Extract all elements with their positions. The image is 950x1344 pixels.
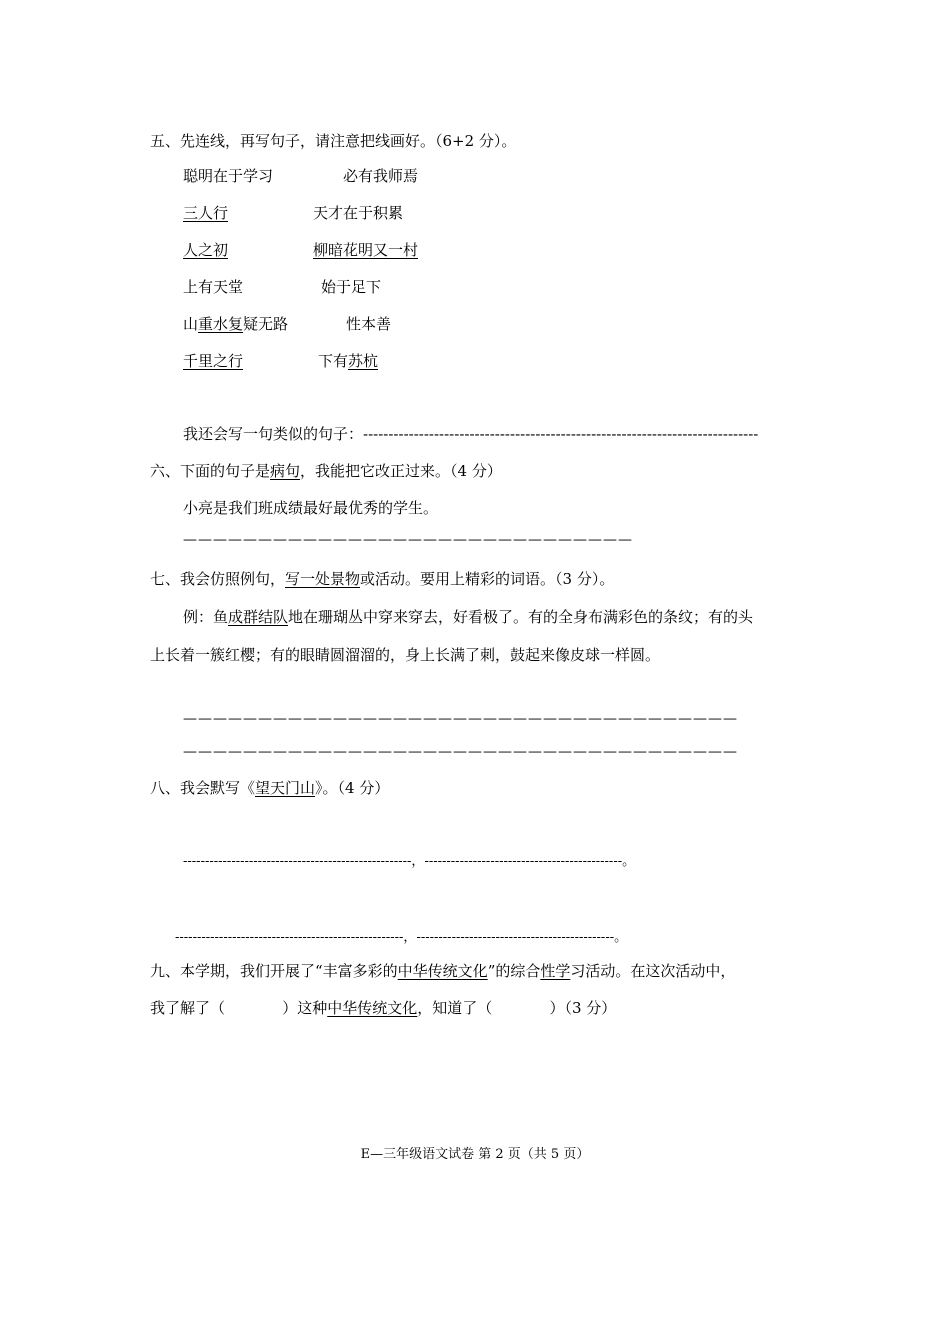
q7-title-post: 或活动。要用上精彩的词语。（3 分）。 xyxy=(360,570,615,588)
q9-line2-underlined: 中华传统文化 xyxy=(327,999,418,1017)
q6-sentence: 小亮是我们班成绩最好最优秀的学生。 xyxy=(183,499,439,517)
q8-line1-end: 。 xyxy=(622,854,636,869)
q7-example-underlined: 成群结队 xyxy=(228,608,289,626)
q5-right-6-underlined: 苏杭 xyxy=(348,352,379,370)
q8-line2-sep: ， xyxy=(403,930,417,945)
q5-left-5-underlined: 重水复 xyxy=(198,315,244,333)
q8-line2-b: --------------------------------------------- xyxy=(416,930,615,945)
q8-line1-a: ---------------------------------------------------- xyxy=(183,854,412,869)
q8-title-underlined: 望天门山 xyxy=(255,779,316,797)
q8-title-post: 》。（4 分） xyxy=(315,779,390,797)
q5-left-4: 上有天堂 xyxy=(183,278,244,296)
q5-right-6 xyxy=(318,351,378,371)
q8-title-pre: 八、我会默写《 xyxy=(150,779,256,797)
q5-right-6-pre: 下有 xyxy=(318,352,349,370)
q9-line1-underlined-2: 性学 xyxy=(540,962,571,980)
q6-answer-line: —————————————————————————————— xyxy=(183,532,633,548)
q5-write-label: 我还会写一句类似的句子： xyxy=(183,425,364,443)
q6-title-post: ，我能把它改正过来。（4 分） xyxy=(300,462,502,480)
q5-left-5 xyxy=(183,314,288,334)
q5-right-3: 柳暗花明又一村 xyxy=(313,241,419,259)
q6-title xyxy=(150,461,502,481)
q5-left-2: 三人行 xyxy=(183,204,229,222)
q9-line1-underlined-1: 中华传统文化 xyxy=(397,962,488,980)
q5-left-5-pre: 山 xyxy=(183,315,199,333)
page-footer: E—三年级语文试卷 第 2 页（共 5 页） xyxy=(360,1147,590,1162)
q9-line1-post: 习活动。在这次活动中， xyxy=(570,962,736,980)
q7-example-line2: 上长着一簇红樱；有的眼睛圆溜溜的，身上长满了刺，鼓起来像皮球一样圆。 xyxy=(150,646,661,664)
q5-write-line xyxy=(183,424,758,444)
q7-example-post: 地在珊瑚丛中穿来穿去，好看极了。有的全身布满彩色的条纹；有的头 xyxy=(288,608,754,626)
q9-line-1 xyxy=(150,961,735,981)
q5-left-5-post: 疑无路 xyxy=(243,315,289,333)
q6-title-underlined: 病句 xyxy=(270,462,301,480)
q7-answer-line-2: ————————————————————————————————————— xyxy=(183,744,738,760)
q8-line1-b: --------------------------------------------- xyxy=(424,854,623,869)
q5-right-1: 必有我师焉 xyxy=(343,167,419,185)
q8-line1-sep: ， xyxy=(411,854,425,869)
q7-example-pre: 例：鱼 xyxy=(183,608,229,626)
q9-line1-pre: 九、本学期，我们开展了“丰富多彩的 xyxy=(150,962,398,980)
q7-title-pre: 七、我会仿照例句， xyxy=(150,570,286,588)
q9-line1-mid: ”的综合 xyxy=(487,962,541,980)
q6-title-pre: 六、下面的句子是 xyxy=(150,462,271,480)
q5-left-6: 千里之行 xyxy=(183,352,244,370)
q5-right-4: 始于足下 xyxy=(321,278,382,296)
q5-title: 五、先连线，再写句子，请注意把线画好。（6+2 分）。 xyxy=(150,132,517,150)
q7-answer-line-1: ————————————————————————————————————— xyxy=(183,711,738,727)
q7-title xyxy=(150,569,614,589)
q8-poem-line-2 xyxy=(175,928,627,948)
q5-right-2: 天才在于积累 xyxy=(313,204,404,222)
q8-poem-line-1 xyxy=(183,852,635,872)
q7-title-underlined: 写一处景物 xyxy=(285,570,361,588)
q8-title xyxy=(150,778,389,798)
q5-left-1: 聪明在于学习 xyxy=(183,167,274,185)
q5-left-3: 人之初 xyxy=(183,241,229,259)
q9-blank-2[interactable] xyxy=(492,999,549,1017)
q8-line2-end: 。 xyxy=(614,930,628,945)
q7-example-line1 xyxy=(183,607,753,627)
q9-blank-1[interactable] xyxy=(225,999,282,1017)
q9-line2-pre: 我了解了（ xyxy=(150,999,226,1017)
q5-right-5: 性本善 xyxy=(346,315,392,333)
q5-write-dashes: ------------------------------------------------------------------------------ xyxy=(363,425,759,443)
q9-line2-mid1: ）这种 xyxy=(282,999,328,1017)
q9-line2-post: ）（3 分） xyxy=(549,999,617,1017)
q8-line2-a: ---------------------------------------------------- xyxy=(175,930,404,945)
q9-line2-mid2: ，知道了（ xyxy=(417,999,493,1017)
q9-line-2 xyxy=(150,998,616,1018)
